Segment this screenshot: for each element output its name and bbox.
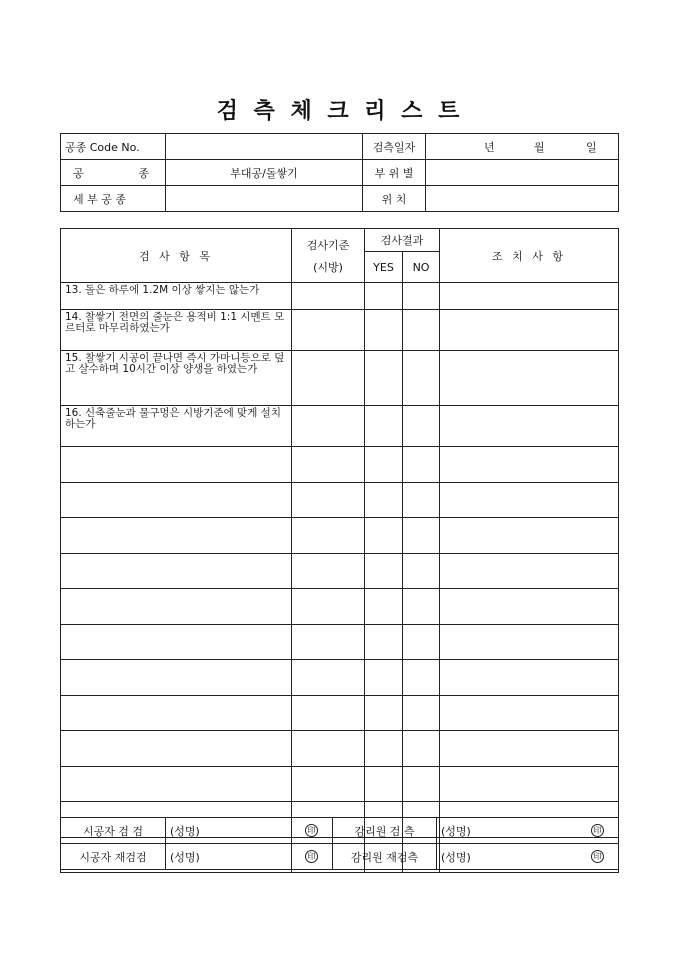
table-row bbox=[61, 766, 619, 802]
table-row bbox=[61, 589, 619, 625]
supervisor-reinspect-label: 감리원 재검측 bbox=[333, 844, 437, 870]
work-code-value[interactable] bbox=[166, 134, 363, 160]
table-row bbox=[61, 553, 619, 589]
yes-cell[interactable] bbox=[365, 695, 403, 731]
location-value[interactable] bbox=[426, 186, 619, 212]
col-item-header: 검 사 항 목 bbox=[61, 229, 292, 283]
table-row bbox=[61, 310, 619, 351]
no-cell[interactable] bbox=[403, 766, 440, 802]
no-cell[interactable] bbox=[403, 351, 440, 406]
header-row-code bbox=[61, 134, 619, 160]
table-row bbox=[61, 351, 619, 406]
standard-cell[interactable] bbox=[292, 624, 365, 660]
header-row-sub-work bbox=[61, 186, 619, 212]
standard-cell[interactable] bbox=[292, 731, 365, 767]
action-cell[interactable] bbox=[440, 695, 619, 731]
yes-cell[interactable] bbox=[365, 482, 403, 518]
item-text: 15. 찰쌓기 시공이 끝나면 즉시 가마니등으로 덮고 살수하며 10시간 이상 양생을 하였는가 bbox=[61, 351, 292, 406]
supervisor-reinspect-sign[interactable] bbox=[437, 844, 619, 870]
seal-icon: 印 bbox=[591, 850, 604, 863]
action-cell[interactable] bbox=[440, 518, 619, 554]
no-cell[interactable] bbox=[403, 731, 440, 767]
yes-cell[interactable] bbox=[365, 406, 403, 447]
standard-cell[interactable] bbox=[292, 406, 365, 447]
table-header-row bbox=[61, 229, 619, 252]
no-cell[interactable] bbox=[403, 695, 440, 731]
action-cell[interactable] bbox=[440, 553, 619, 589]
date-day: 일 bbox=[586, 141, 597, 154]
standard-cell[interactable] bbox=[292, 518, 365, 554]
part-label: 부 위 별 bbox=[363, 160, 426, 186]
yes-cell[interactable] bbox=[365, 447, 403, 483]
contractor-reinspect-label: 시공자 재검검 bbox=[61, 844, 166, 870]
yes-cell[interactable] bbox=[365, 731, 403, 767]
action-cell[interactable] bbox=[440, 482, 619, 518]
standard-cell[interactable] bbox=[292, 660, 365, 696]
name-placeholder: (성명) bbox=[441, 850, 471, 864]
no-cell[interactable] bbox=[403, 660, 440, 696]
supervisor-inspect-sign[interactable] bbox=[437, 818, 619, 844]
no-cell[interactable] bbox=[403, 447, 440, 483]
action-cell[interactable] bbox=[440, 351, 619, 406]
col-no-header: NO bbox=[403, 252, 440, 283]
standard-cell[interactable] bbox=[292, 447, 365, 483]
col-standard-label: 검사기준 bbox=[306, 238, 350, 252]
action-cell[interactable] bbox=[440, 406, 619, 447]
item-text bbox=[61, 766, 292, 802]
table-row bbox=[61, 660, 619, 696]
item-text bbox=[61, 553, 292, 589]
action-cell[interactable] bbox=[440, 283, 619, 310]
sub-work-value[interactable] bbox=[166, 186, 363, 212]
col-standard-sub-label: (시방) bbox=[313, 260, 343, 274]
yes-cell[interactable] bbox=[365, 283, 403, 310]
table-row bbox=[61, 482, 619, 518]
seal-icon: 印 bbox=[305, 824, 318, 837]
signature-table bbox=[60, 817, 619, 870]
work-type-value[interactable]: 부대공/돌쌓기 bbox=[166, 160, 363, 186]
no-cell[interactable] bbox=[403, 553, 440, 589]
standard-cell[interactable] bbox=[292, 589, 365, 625]
yes-cell[interactable] bbox=[365, 660, 403, 696]
no-cell[interactable] bbox=[403, 482, 440, 518]
table-row bbox=[61, 518, 619, 554]
inspection-items bbox=[61, 283, 619, 873]
no-cell[interactable] bbox=[403, 283, 440, 310]
part-value[interactable] bbox=[426, 160, 619, 186]
yes-cell[interactable] bbox=[365, 553, 403, 589]
signature-row-reinspect bbox=[61, 844, 619, 870]
col-result-header: 검사결과 bbox=[365, 229, 440, 252]
table-row bbox=[61, 283, 619, 310]
item-text bbox=[61, 624, 292, 660]
item-text bbox=[61, 660, 292, 696]
yes-cell[interactable] bbox=[365, 351, 403, 406]
yes-cell[interactable] bbox=[365, 589, 403, 625]
table-row bbox=[61, 447, 619, 483]
item-text bbox=[61, 589, 292, 625]
item-text: 13. 돌은 하루에 1.2M 이상 쌓지는 않는가 bbox=[61, 283, 292, 310]
item-text bbox=[61, 482, 292, 518]
no-cell[interactable] bbox=[403, 518, 440, 554]
action-cell[interactable] bbox=[440, 589, 619, 625]
no-cell[interactable] bbox=[403, 624, 440, 660]
signature-row-inspect bbox=[61, 818, 619, 844]
seal-icon: 印 bbox=[591, 824, 604, 837]
action-cell[interactable] bbox=[440, 766, 619, 802]
no-cell[interactable] bbox=[403, 406, 440, 447]
item-text bbox=[61, 695, 292, 731]
standard-cell[interactable] bbox=[292, 482, 365, 518]
name-placeholder: (성명) bbox=[170, 850, 200, 864]
standard-cell[interactable] bbox=[292, 310, 365, 351]
yes-cell[interactable] bbox=[365, 624, 403, 660]
no-cell[interactable] bbox=[403, 310, 440, 351]
item-text bbox=[61, 518, 292, 554]
item-text bbox=[61, 447, 292, 483]
header-row-work-type bbox=[61, 160, 619, 186]
standard-cell[interactable] bbox=[292, 351, 365, 406]
action-cell[interactable] bbox=[440, 731, 619, 767]
col-action-header: 조 치 사 항 bbox=[440, 229, 619, 283]
no-cell[interactable] bbox=[403, 589, 440, 625]
work-type-label: 공 종 bbox=[61, 160, 166, 186]
seal-icon: 印 bbox=[305, 850, 318, 863]
col-yes-header: YES bbox=[365, 252, 403, 283]
contractor-inspect-sign[interactable] bbox=[166, 818, 333, 844]
action-cell[interactable] bbox=[440, 660, 619, 696]
action-cell[interactable] bbox=[440, 447, 619, 483]
header-table bbox=[60, 133, 619, 212]
item-text: 14. 찰쌓기 전면의 줄눈은 용적비 1:1 시멘트 모르터로 마무리하였는가 bbox=[61, 310, 292, 351]
action-cell[interactable] bbox=[440, 310, 619, 351]
item-text bbox=[61, 731, 292, 767]
table-row bbox=[61, 695, 619, 731]
table-row bbox=[61, 731, 619, 767]
inspect-date-value[interactable] bbox=[426, 134, 619, 160]
inspect-date-label: 검측일자 bbox=[363, 134, 426, 160]
inspection-table bbox=[60, 228, 619, 873]
standard-cell[interactable] bbox=[292, 283, 365, 310]
work-code-label: 공종 Code No. bbox=[61, 134, 166, 160]
col-standard-header bbox=[292, 229, 365, 283]
location-label: 위 치 bbox=[363, 186, 426, 212]
page-title: 검 측 체 크 리 스 트 bbox=[216, 98, 464, 124]
standard-cell[interactable] bbox=[292, 553, 365, 589]
contractor-inspect-label: 시공자 검 검 bbox=[61, 818, 166, 844]
name-placeholder: (성명) bbox=[441, 824, 471, 838]
standard-cell[interactable] bbox=[292, 766, 365, 802]
table-row bbox=[61, 624, 619, 660]
date-month: 월 bbox=[534, 141, 545, 154]
sub-work-label: 세 부 공 종 bbox=[61, 186, 166, 212]
contractor-reinspect-sign[interactable] bbox=[166, 844, 333, 870]
action-cell[interactable] bbox=[440, 624, 619, 660]
yes-cell[interactable] bbox=[365, 766, 403, 802]
standard-cell[interactable] bbox=[292, 695, 365, 731]
name-placeholder: (성명) bbox=[170, 824, 200, 838]
table-row bbox=[61, 406, 619, 447]
supervisor-inspect-label: 감리원 검 측 bbox=[333, 818, 437, 844]
date-year: 년 bbox=[484, 141, 495, 154]
yes-cell[interactable] bbox=[365, 310, 403, 351]
yes-cell[interactable] bbox=[365, 518, 403, 554]
item-text: 16. 신축줄눈과 물구멍은 시방기준에 맞게 설치하는가 bbox=[61, 406, 292, 447]
